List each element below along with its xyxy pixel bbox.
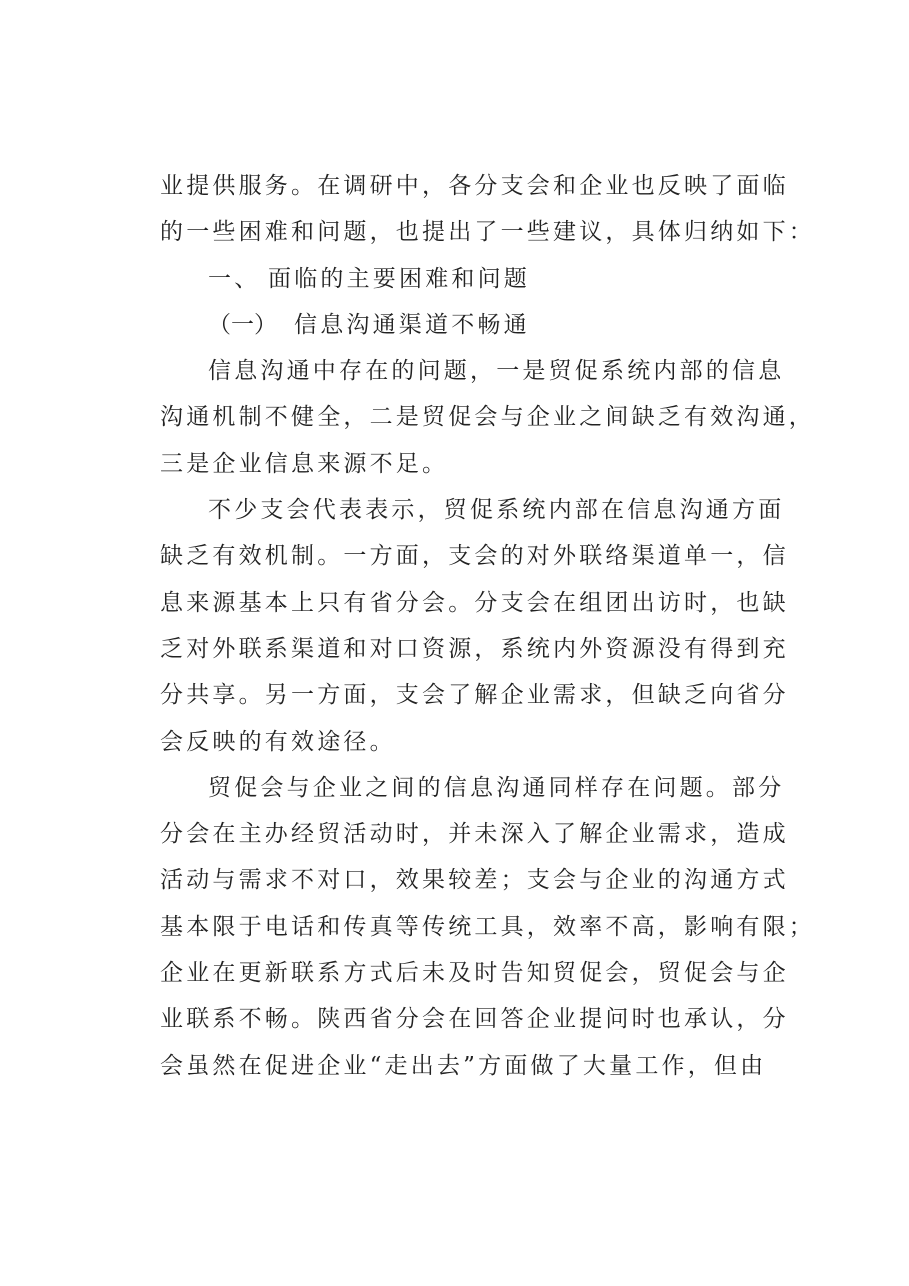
- paragraph-line: 分共享。另一方面，支会了解企业需求，但缺乏向省分: [160, 682, 789, 709]
- paragraph-line: 缺乏有效机制。一方面，支会的对外联络渠道单一，信: [160, 543, 789, 570]
- paragraph-line: 会虽然在促进企业“走出去”方面做了大量工作，但由: [160, 1052, 767, 1079]
- paragraph-line: 基本限于电话和传真等传统工具，效率不高，影响有限；: [160, 913, 815, 940]
- paragraph-line: 不少支会代表表示，贸促系统内部在信息沟通方面: [208, 497, 785, 524]
- paragraph-line: 会反映的有效途径。: [160, 728, 396, 755]
- paragraph-line: 息来源基本上只有省分会。分支会在组团出访时，也缺: [160, 589, 789, 616]
- subsection-heading: [160, 302, 768, 348]
- subsection-title: 信息沟通渠道不畅通: [294, 311, 530, 338]
- paragraph-line: 乏对外联系渠道和对口资源，系统内外资源没有得到充: [160, 635, 789, 662]
- paragraph-line: 的一些困难和问题，也提出了一些建议，具体归纳如下：: [160, 219, 815, 246]
- paragraph-line: 贸促会与企业之间的信息沟通同样存在问题。部分: [208, 774, 785, 801]
- paragraph-line: 信息沟通中存在的问题，一是贸促系统内部的信息: [208, 358, 785, 385]
- paragraph-line: 企业在更新联系方式后未及时告知贸促会，贸促会与企: [160, 960, 789, 987]
- paragraph-line: 分会在主办经贸活动时，并未深入了解企业需求，造成: [160, 821, 789, 848]
- paragraph-line: 沟通机制不健全，二是贸促会与企业之间缺乏有效沟通，: [160, 404, 815, 431]
- document-body: [160, 163, 815, 1089]
- paragraph-line: 三是企业信息来源不足。: [160, 450, 449, 477]
- paragraph-line: 业提供服务。在调研中，各分支会和企业也反映了面临: [160, 173, 789, 199]
- paragraph-line: 业联系不畅。陕西省分会在回答企业提问时也承认，分: [160, 1006, 789, 1033]
- section-number: 一、: [208, 265, 261, 292]
- section-heading: [160, 256, 768, 302]
- subsection-number: （一）: [208, 311, 277, 338]
- section-title: 面临的主要困难和问题: [268, 265, 530, 292]
- paragraph-line: 活动与需求不对口，效果较差；支会与企业的沟通方式: [160, 867, 789, 894]
